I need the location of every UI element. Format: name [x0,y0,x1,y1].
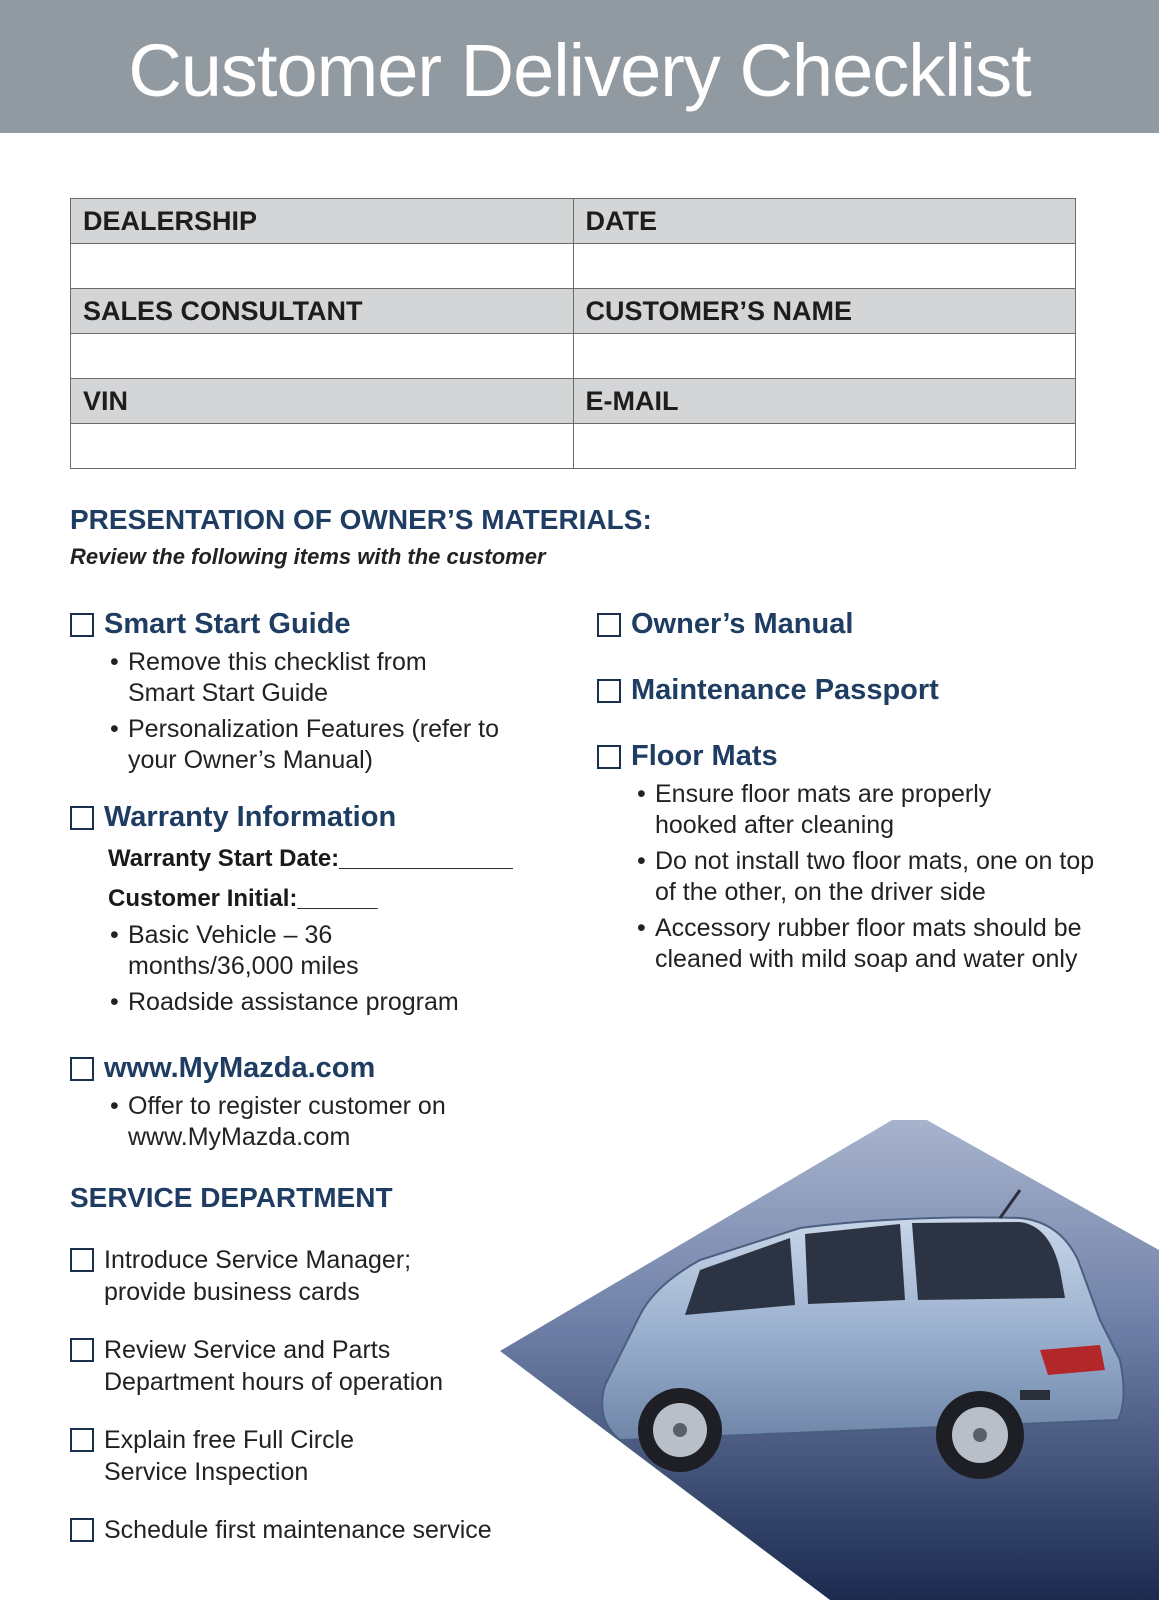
floor-mats-item [597,741,1097,980]
floor-mats-label: Floor Mats [631,740,778,772]
service-checkbox-3[interactable] [70,1428,94,1452]
vin-field[interactable] [71,424,574,469]
maintenance-passport-item [597,675,939,707]
smart-start-bullets [108,647,550,776]
warranty-bullets [108,920,560,1018]
service-item-3 [70,1424,400,1488]
list-item: • Roadside assistance program [108,987,560,1018]
vin-label: VIN [71,379,574,424]
table-row [71,424,1076,469]
service-item-2 [70,1334,490,1398]
smart-start-label: Smart Start Guide [104,608,351,640]
mymazda-bullets [108,1091,550,1153]
front-wheel [638,1388,722,1472]
date-field[interactable] [573,244,1076,289]
mymazda-checkbox[interactable] [70,1057,94,1081]
minivan-image [500,1120,1159,1600]
service-item-4 [70,1514,550,1546]
list-item: • Basic Vehicle – 36 months/36,000 miles [108,920,438,982]
customer-name-label: CUSTOMER’S NAME [573,289,1076,334]
presentation-subheading: Review the following items with the customer [70,544,546,569]
floor-mats-bullets [635,779,1097,975]
service-checkbox-1[interactable] [70,1248,94,1272]
customer-initial-field[interactable]: Customer Initial:______ [108,884,378,912]
sales-consultant-label: SALES CONSULTANT [71,289,574,334]
warranty-checkbox[interactable] [70,806,94,830]
customer-name-field[interactable] [573,334,1076,379]
sales-consultant-field[interactable] [71,334,574,379]
list-item: • Accessory rubber floor mats should be cleaned with mild soap and water only [635,913,1085,975]
service-checkbox-4[interactable] [70,1518,94,1542]
customer-info-table [70,198,1076,469]
service-item-label: Review Service and Parts Department hours of operation [104,1336,444,1396]
smart-start-item [70,609,550,781]
table-row [71,289,1076,334]
owners-manual-label: Owner’s Manual [631,608,854,640]
service-heading: SERVICE DEPARTMENT [70,1182,393,1213]
email-label: E-MAIL [573,379,1076,424]
warranty-label: Warranty Information [104,801,397,833]
warranty-item [70,802,560,1023]
presentation-heading: PRESENTATION OF OWNER’S MATERIALS: [70,504,652,535]
smart-start-checkbox[interactable] [70,613,94,637]
service-item-label: Explain free Full Circle Service Inspection [104,1426,355,1486]
service-item-1 [70,1244,460,1308]
service-checkbox-2[interactable] [70,1338,94,1362]
header-banner [0,0,1159,133]
table-row [71,199,1076,244]
table-row [71,379,1076,424]
dealership-label: DEALERSHIP [71,199,574,244]
date-label: DATE [573,199,1076,244]
service-item-label: Introduce Service Manager; provide business cards [104,1246,412,1306]
service-item-label: Schedule first maintenance service [104,1516,492,1544]
rear-wheel [936,1391,1024,1479]
mymazda-item [70,1053,550,1158]
page-title: Customer Delivery Checklist [128,28,1031,112]
list-item: • Do not install two floor mats, one on top of the other, on the driver side [635,846,1095,908]
warranty-start-date-field[interactable]: Warranty Start Date:_____________ [108,844,513,872]
owners-manual-item [597,609,853,641]
list-item: • Ensure floor mats are properly hooked after cleaning [635,779,1035,841]
table-row [71,334,1076,379]
dealership-field[interactable] [71,244,574,289]
email-field[interactable] [573,424,1076,469]
list-item: • Offer to register customer on www.MyMazda.com [108,1091,488,1153]
list-item: • Remove this checklist from Smart Start Guide [108,647,468,709]
maintenance-passport-label: Maintenance Passport [631,674,939,706]
list-item: • Personalization Features (refer to your Owner’s Manual) [108,714,508,776]
floor-mats-checkbox[interactable] [597,745,621,769]
maintenance-passport-checkbox[interactable] [597,679,621,703]
mymazda-label: www.MyMazda.com [104,1052,376,1084]
table-row [71,244,1076,289]
owners-manual-checkbox[interactable] [597,613,621,637]
